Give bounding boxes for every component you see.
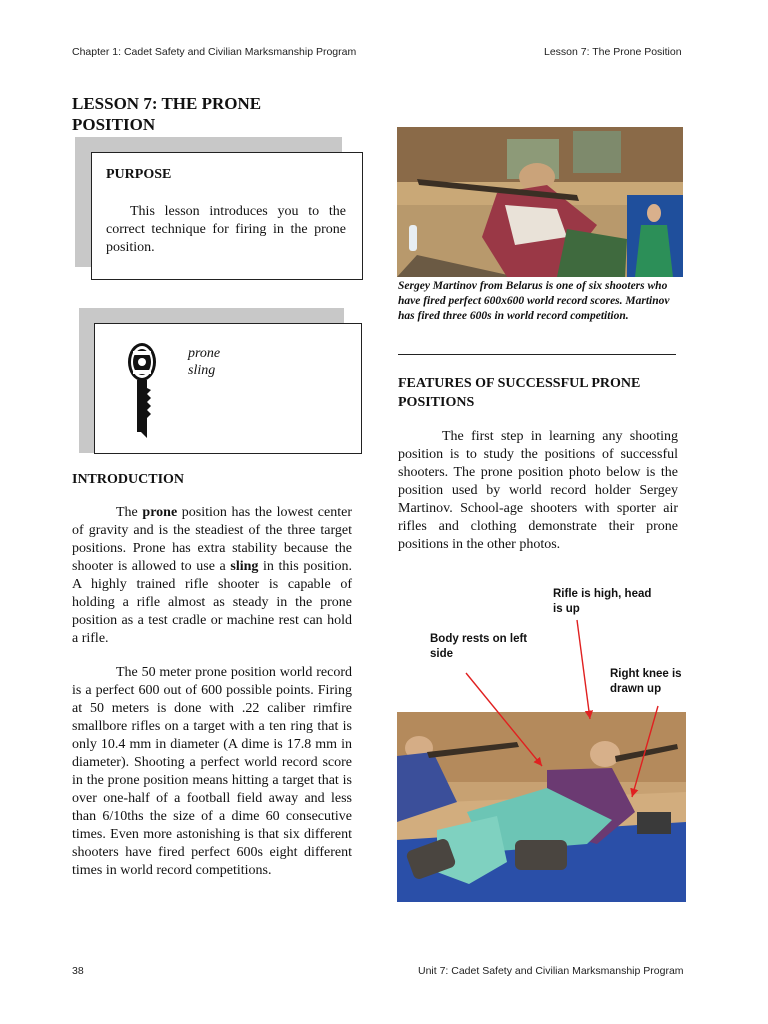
- purpose-text: This lesson introduces you to the correct technique for firing in the prone position.: [106, 204, 346, 255]
- arrow-body-rests: [466, 673, 542, 766]
- keyword-prone: prone: [188, 346, 221, 361]
- page-header-left: Chapter 1: Cadet Safety and Civilian Marksmanship Program: [72, 46, 357, 58]
- arrow-rifle-high: [577, 620, 590, 719]
- introduction-heading: INTRODUCTION: [72, 472, 185, 487]
- page-number: 38: [72, 965, 84, 977]
- annotation-body-rests: Body rests on left side: [430, 633, 528, 660]
- intro-text-a: The: [116, 505, 143, 520]
- page-header-right: Lesson 7: The Prone Position: [544, 46, 682, 58]
- photo-caption: Sergey Martinov from Belarus is one of six shooters who have fired perfect 600x600 world record scores. Martinov has fired three 600s in world record competition.: [398, 280, 670, 322]
- arrow-right-knee: [632, 706, 658, 797]
- annotation-right-knee: Right knee is drawn up: [610, 668, 682, 695]
- keyword-sling: sling: [188, 363, 216, 378]
- annotation-rifle-high: Rifle is high, head is up: [553, 588, 652, 615]
- introduction-paragraph-2: The 50 meter prone position world record is a perfect 600 out of 600 possible points. Firing at 50 meters is done with .22 caliber rimfire smallbore rifles on a target with a ten ring that is only 10.4 mm in diameter (A dime is 17.8 mm in diameter). Shooting a perfect world record score in the prone position means hitting a target that is over one-half of a football field away and less than 6/10ths the size of a dime 60 consecutive times. Even more astonishing is that six different shooters have fired perfect 600s eight different times in world record competitions.: [72, 665, 352, 878]
- term-sling: sling: [230, 559, 259, 574]
- features-paragraph: The first step in learning any shooting position is to study the positions of successful shooters. The prone position photo below is the position used by world record holder Sergey Martinov. School-age shooters with sporter air rifles and clothing demonstrate their prone positions in the other photos.: [398, 429, 678, 552]
- lesson-title: LESSON 7: THE PRONE POSITION: [72, 94, 262, 134]
- purpose-heading: PURPOSE: [106, 167, 172, 182]
- features-heading: FEATURES OF SUCCESSFUL PRONE POSITIONS: [398, 376, 641, 410]
- intro-text-c: in this position. A highly trained rifle shooter is capable of holding a rifle almost as steady in the prone position as a test cradle or machine rest can hold a rifle.: [72, 559, 352, 646]
- page-footer-right: Unit 7: Cadet Safety and Civilian Marksmanship Program: [418, 965, 684, 977]
- intro-text-b: position has the lowest center of gravity and is the steadiest of the three target positions. Prone has extra stability because the shooter is allowed to use a: [72, 505, 352, 574]
- term-prone: prone: [142, 505, 178, 520]
